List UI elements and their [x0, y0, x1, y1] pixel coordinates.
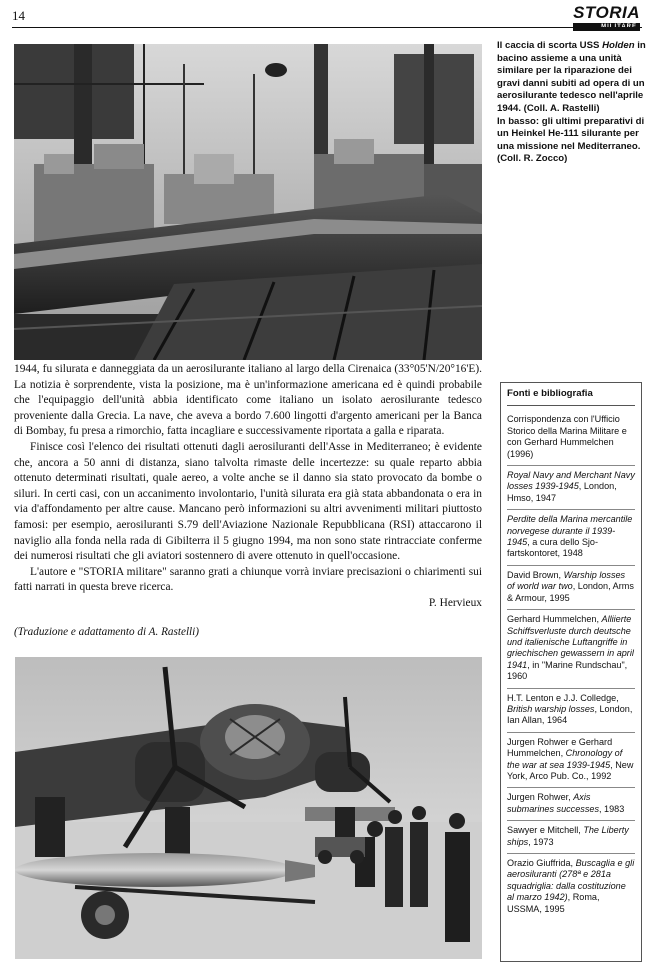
- entry-author: Orazio Giuffrida,: [507, 858, 576, 868]
- entry-publisher: , London, Ian Allan, 1964: [507, 703, 633, 726]
- entry-title: Warship losses of world war two: [507, 569, 626, 592]
- translation-credit: (Traduzione e adattamento di A. Rastelli): [14, 626, 199, 638]
- heinkel-image: [15, 657, 482, 959]
- bibliography-box: [500, 382, 642, 962]
- body-paragraph-2: Finisce così l'elenco dei risultati ottenuti dagli aerosiluranti dell'Asse in Mediterraneo; è evidente che, ancora a 50 anni di distanza, siano talvolta rimaste delle incertezze: su quale reparto abbia ottenuto determinati risultati, quale aereo, a volte anche se il danno sia stato provocato da bombe o siluri. In certi casi, con un accanimento involontario, l'unità silurata era già stata abbandonata o era in via d'affondamento per altre cause. Mancano però informazioni su altri avvenimenti militari piuttosto famosi: per esempio, aerosiluranti S.79 dell'Aviazione Nazionale Repubblicana (RSI) attaccarono il naviglio alla fonda nella rada di Gibilterra il 5 giugno 1994, ma non sono state rintracciate conferme dei numerosi risultati che gli aviatori sostennero di avere ottenuto in quell'occasione.: [14, 440, 482, 563]
- entry-title: Perdite della Marina mercantile norvegese durante il 1939-1945: [507, 514, 633, 548]
- photo-caption: [497, 40, 647, 166]
- entry-title: British warship losses: [507, 703, 595, 714]
- bibliography-entry: [507, 689, 635, 733]
- entry-title: Alliierte Schiffsverluste durch deutsche und italienische Luftangriffe in griechischen gewassern in april 1941: [507, 614, 634, 670]
- entry-publisher: , 1973: [528, 836, 554, 847]
- entry-author: Corrispondenza con l'Ufficio Storico della Marina Militare e con Gerhard Hummelchen (1996): [507, 414, 627, 459]
- entry-title: Chronology of the war at sea 1939-1945: [507, 748, 623, 770]
- body-paragraph-1: 1944, fu silurata e danneggiata da un aerosilurante italiano al largo della Cirenaica (33°05'N/20°16'E). La notizia è sorprendente, vista la posizione, ma è un'informazione americana ed è quindi probabile che l'equipaggio dell'unità abbia identificato come italiano un isolato aerosilurante tedesco proveniente dalla Grecia. La nave, che aveva a bordo 7.600 lingotti d'argento americani per la Banca di Bombay, fu presa a rimorchio, fatta incagliare e successivamente riportata a galla e riparata.: [14, 363, 482, 438]
- bibliography-entry: [507, 566, 635, 610]
- logo-title: STORIA: [573, 3, 640, 22]
- header-rule: [12, 27, 642, 28]
- entry-publisher: , London, Arms & Armour, 1995: [507, 581, 634, 603]
- author-signature: P. Hervieux: [428, 596, 482, 609]
- ship-drydock-image: [14, 44, 482, 360]
- entry-author: Gerhard Hummelchen,: [507, 614, 602, 625]
- bibliography-entry: [507, 510, 635, 566]
- article-body: [14, 362, 482, 612]
- entry-author: David Brown,: [507, 569, 564, 580]
- bibliography-entry: [507, 733, 635, 789]
- entry-author: Jurgen Rohwer,: [507, 792, 574, 803]
- bibliography-list: [507, 410, 635, 920]
- entry-publisher: , Roma, USSMA, 1995: [507, 892, 600, 914]
- entry-publisher: , London, Hmso, 1947: [507, 481, 617, 503]
- caption-text-1: Il caccia di scorta USS: [497, 40, 603, 51]
- bibliography-entry: [507, 854, 635, 920]
- entry-author: H.T. Lenton e J.J. Colledge,: [507, 692, 619, 703]
- entry-title: Buscaglia e gli aerosiluranti (278ª e 281a squadriglia: dalla costituzione al marzo 1942): [507, 858, 635, 903]
- caption-top: [497, 40, 647, 116]
- caption-text-2: in bacino assieme a una unità similare per la riparazione dei gravi danni subiti ad opera di un aerosilurante tedesco nell'aprile 1944. (Coll. A. Rastelli): [497, 40, 646, 114]
- bibliography-entry: [507, 610, 635, 688]
- entry-title: Royal Navy and Merchant Navy losses 1939-1945: [507, 470, 635, 492]
- entry-publisher: , in "Marine Rundschau", 1960: [507, 659, 628, 682]
- entry-title: The Liberty ships: [507, 825, 629, 847]
- caption-ship-name: Holden: [602, 40, 635, 51]
- entry-author: Jurgen Rohwer e Gerhard Hummelchen,: [507, 736, 613, 759]
- body-paragraph-3: L'autore e "STORIA militare" saranno grati a chiunque vorrà inviare precisazioni o chiarimenti sui fatti narrati in questa breve ricerca.: [14, 565, 482, 594]
- photo-heinkel-torpedo: [15, 657, 482, 959]
- entry-title: Axis submarines successes: [507, 792, 599, 814]
- bibliography-entry: [507, 788, 635, 821]
- photo-ship-in-drydock: [14, 44, 482, 360]
- entry-publisher: , 1983: [599, 803, 625, 814]
- bibliography-title: Fonti e bibliografia: [507, 388, 635, 406]
- bibliography-entry: [507, 821, 635, 854]
- bibliography-entry: [507, 466, 635, 510]
- page-number: 14: [12, 8, 25, 23]
- entry-publisher: , a cura dello Sjo-fartskontoret, 1948: [507, 537, 598, 559]
- entry-author: Sawyer e Mitchell,: [507, 825, 584, 836]
- entry-publisher: , New York, Arco Pub. Co., 1992: [507, 759, 634, 781]
- bibliography-entry: [507, 410, 635, 466]
- caption-bottom: In basso: gli ultimi preparativi di un Heinkel He-111 silurante per una missione nel Mediterraneo. (Coll. R. Zocco): [497, 115, 645, 165]
